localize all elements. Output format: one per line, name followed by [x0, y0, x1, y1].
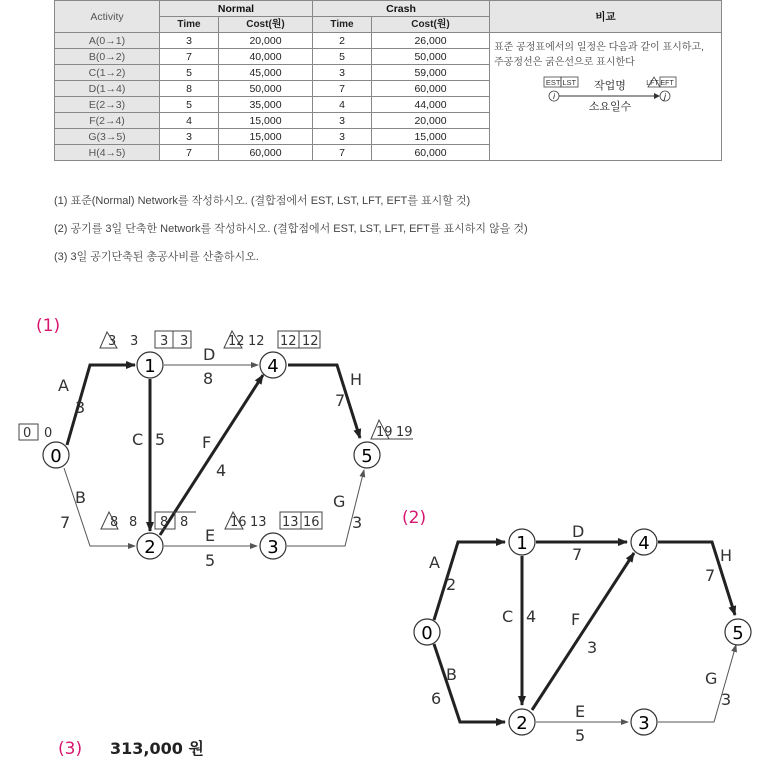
question-1: (1) 표준(Normal) Network를 작성하시오. (결합점에서 EST, LST, LFT, EFT를 표시할 것) [54, 195, 471, 207]
normal-cost-cell: 50,000 [219, 81, 313, 97]
dur-b: 7 [60, 513, 71, 532]
answer-3-value: 313,000 원 [110, 739, 204, 758]
label-a: A [58, 376, 69, 395]
node-4-label: 4 [267, 356, 279, 377]
edge-g [287, 470, 364, 546]
n4-lst: 12 [302, 334, 319, 349]
legend-i-label: i [553, 92, 555, 101]
activity-cell: B(0→2) [55, 49, 160, 65]
normal-time-header: Time [160, 17, 219, 33]
normal-time-cell: 7 [160, 145, 219, 161]
dur-g: 3 [352, 513, 363, 532]
label2-c: C [502, 607, 514, 626]
normal-cost-cell: 45,000 [219, 65, 313, 81]
label-c: C [132, 430, 144, 449]
n3-eft: 13 [250, 515, 267, 530]
activity-cell: F(2→4) [55, 113, 160, 129]
node2-3 [631, 709, 657, 735]
normal-cost-cell: 20,000 [219, 33, 313, 49]
remark-text-1: 표준 공정표에서의 일정은 다음과 같이 표시하고, [494, 42, 704, 53]
normal-time-cell: 4 [160, 113, 219, 129]
label2-b: B [446, 665, 457, 684]
crash-cost-cell: 50,000 [372, 49, 490, 65]
node-5 [354, 442, 380, 468]
n4-lft: 12 [228, 334, 245, 349]
answer-3-label: (3) [58, 739, 83, 759]
legend-j-label: j [664, 92, 666, 101]
activity-cell: C(1→2) [55, 65, 160, 81]
n3-est: 13 [282, 515, 299, 530]
crash-cost-header: Cost(원) [372, 17, 490, 33]
question-2: (2) 공기를 3일 단축한 Network를 작성하시오. (결합점에서 EST, LST, LFT, EFT를 표시하지 않을 것) [54, 223, 528, 235]
node-3-label: 3 [267, 537, 279, 558]
node-0 [43, 442, 69, 468]
label-b: B [75, 488, 86, 507]
n0-lst: 0 [44, 426, 53, 441]
dur2-d: 7 [572, 545, 583, 564]
activity-cell: D(1→4) [55, 81, 160, 97]
normal-time-cell: 3 [160, 129, 219, 145]
dur2-a: 2 [446, 575, 457, 594]
label2-d: D [572, 522, 585, 541]
normal-time-cell: 5 [160, 97, 219, 113]
question-3: (3) 3일 공기단축된 총공사비를 산출하시오. [54, 251, 259, 263]
label-f: F [202, 433, 212, 452]
crash-cost-cell: 59,000 [372, 65, 490, 81]
crash-cost-cell: 60,000 [372, 81, 490, 97]
n1-eft: 3 [130, 334, 139, 349]
normal-time-cell: 5 [160, 65, 219, 81]
label-e: E [205, 526, 216, 545]
n1-est: 3 [160, 334, 169, 349]
n5-lft: 19 [376, 425, 393, 440]
dur-a: 3 [75, 398, 86, 417]
node2-3-label: 3 [638, 713, 650, 734]
node-2-label: 2 [144, 537, 156, 558]
crash-header: Crash [313, 1, 490, 17]
label2-a: A [429, 553, 440, 572]
label-d: D [203, 345, 216, 364]
n1-lft: 3 [108, 334, 117, 349]
node2-5-label: 5 [732, 623, 744, 644]
edge2-b [434, 644, 505, 722]
node-2 [137, 533, 163, 559]
normal-time-cell: 3 [160, 33, 219, 49]
label2-h: H [720, 546, 733, 565]
n5-eft: 19 [396, 425, 413, 440]
edge2-f [532, 553, 634, 710]
normal-cost-cell: 35,000 [219, 97, 313, 113]
dur2-g: 3 [721, 690, 732, 709]
n4-est: 12 [280, 334, 297, 349]
normal-cost-cell: 40,000 [219, 49, 313, 65]
node2-2 [509, 709, 535, 735]
dur-e: 5 [205, 551, 216, 570]
n4-eft: 12 [248, 334, 265, 349]
node-0-label: 0 [50, 446, 62, 467]
dur-h: 7 [335, 391, 346, 410]
normal-time-cell: 8 [160, 81, 219, 97]
dur2-c: 4 [526, 607, 537, 626]
dur-c: 5 [155, 430, 166, 449]
remark-header: 비교 [490, 1, 722, 33]
activity-cell: E(2→3) [55, 97, 160, 113]
legend-duration: 소요일수 [588, 101, 632, 113]
crash-time-cell: 3 [313, 129, 372, 145]
node2-2-label: 2 [516, 713, 528, 734]
node-1 [137, 352, 163, 378]
node2-4-label: 4 [638, 533, 650, 554]
crash-cost-cell: 44,000 [372, 97, 490, 113]
node2-5 [725, 619, 751, 645]
label2-f: F [571, 610, 581, 629]
edge2-a [434, 542, 505, 620]
dur2-f: 3 [587, 638, 598, 657]
dur2-e: 5 [575, 726, 586, 745]
crash-cost-cell: 60,000 [372, 145, 490, 161]
label2-e: E [575, 702, 586, 721]
normal-time-cell: 7 [160, 49, 219, 65]
normal-cost-header: Cost(원) [219, 17, 313, 33]
node-1-label: 1 [144, 356, 156, 377]
edge-f [160, 375, 263, 535]
node2-0 [414, 619, 440, 645]
n2-eft: 8 [129, 515, 138, 530]
node2-4 [631, 529, 657, 555]
activity-cell: G(3→5) [55, 129, 160, 145]
dur-f: 4 [216, 461, 227, 480]
answer-1-label: (1) [36, 316, 61, 336]
crash-cost-cell: 15,000 [372, 129, 490, 145]
label2-g: G [705, 669, 718, 688]
normal-cost-cell: 60,000 [219, 145, 313, 161]
n0-est: 0 [23, 426, 32, 441]
crashed-network [402, 508, 751, 745]
answer-2-label: (2) [402, 508, 427, 528]
activity-cell: H(4→5) [55, 145, 160, 161]
n2-lft: 8 [110, 515, 119, 530]
crash-time-cell: 2 [313, 33, 372, 49]
normal-network [19, 316, 413, 570]
crash-time-cell: 7 [313, 145, 372, 161]
node2-1-label: 1 [516, 533, 528, 554]
crash-time-cell: 3 [313, 113, 372, 129]
edge2-g [658, 645, 736, 722]
normal-header: Normal [160, 1, 313, 17]
n3-lst: 16 [303, 515, 320, 530]
crash-time-cell: 3 [313, 65, 372, 81]
n3-lft: 16 [230, 515, 247, 530]
crash-time-cell: 5 [313, 49, 372, 65]
legend-lft-eft: LFT EFT [646, 80, 674, 87]
dur2-b: 6 [431, 689, 442, 708]
n1-lst: 3 [180, 334, 189, 349]
normal-cost-cell: 15,000 [219, 113, 313, 129]
crash-time-cell: 4 [313, 97, 372, 113]
dur-d: 8 [203, 369, 214, 388]
node2-0-label: 0 [421, 623, 433, 644]
n2-lst: 8 [180, 515, 189, 530]
node-3 [260, 533, 286, 559]
crash-cost-cell: 26,000 [372, 33, 490, 49]
crash-time-cell: 7 [313, 81, 372, 97]
dur2-h: 7 [705, 566, 716, 585]
normal-cost-cell: 15,000 [219, 129, 313, 145]
legend-est-lst: EST LST [545, 78, 577, 87]
crash-cost-cell: 20,000 [372, 113, 490, 129]
node-5-label: 5 [361, 446, 373, 467]
node2-1 [509, 529, 535, 555]
edge-b [64, 468, 138, 546]
legend-task: 작업명 [594, 80, 626, 92]
activity-header: Activity [55, 1, 160, 33]
n2-est: 8 [160, 515, 169, 530]
node-4 [260, 352, 286, 378]
activity-cell: A(0→1) [55, 33, 160, 49]
remark-text-2: 주공정선은 굵은선으로 표시한다 [494, 57, 635, 68]
label-g: G [333, 492, 346, 511]
crash-time-header: Time [313, 17, 372, 33]
label-h: H [350, 370, 363, 389]
